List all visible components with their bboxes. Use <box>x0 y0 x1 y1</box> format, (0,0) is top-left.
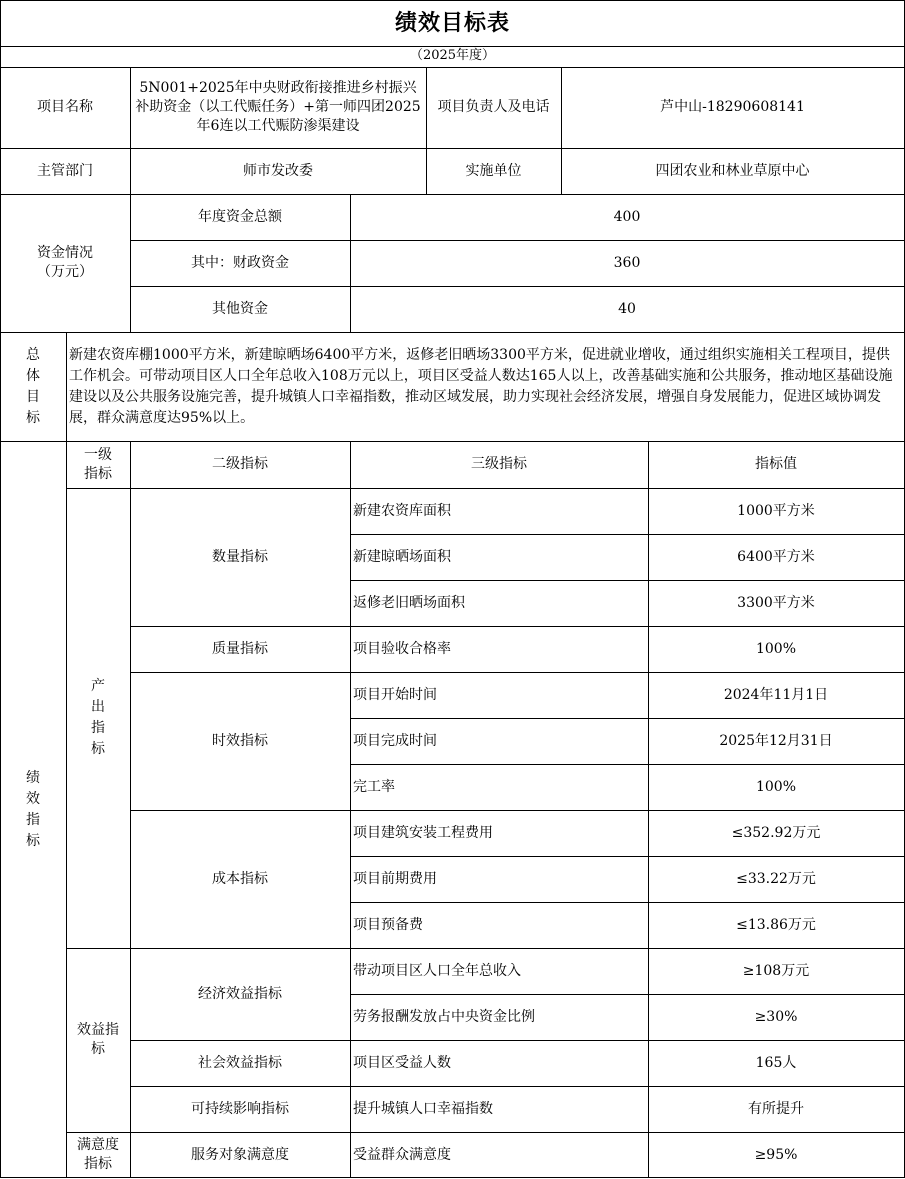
level2-economic: 经济效益指标 <box>198 985 282 1002</box>
table-title: 绩效目标表 <box>394 10 510 36</box>
indicator-name: 受益群众满意度 <box>353 1146 451 1163</box>
indicator-name: 项目预备费 <box>353 916 423 933</box>
indicator-name: 带动项目区人口全年总收入 <box>353 962 521 979</box>
col-level2-header: 二级指标 <box>212 456 268 472</box>
indicator-value: 3300平方米 <box>737 594 815 611</box>
col-level1-header: 一级 指标 <box>84 446 112 482</box>
dept-label: 主管部门 <box>37 162 93 179</box>
indicator-name: 项目完成时间 <box>353 732 437 749</box>
goal-text: 新建农资库棚1000平方米，新建晾晒场6400平方米，返修老旧晒场3300平方米，促进就业增收，通过组织实施相关工程项目，提供工作机会。可带动项目区人口全年总收入108万元以上，项目区受益人数达165人以上，改善基础实施和公共服务，推动地区基础设施建设以及公共服务设施完善，提升城镇人口幸福指数，推动区域发展，助力实现社会经济发展，增强自身发展能力，促进区域协调发展，群众满意度达95%以上。 <box>69 346 893 426</box>
indicator-value: 2025年12月31日 <box>719 732 833 749</box>
funds-total-value: 400 <box>613 208 641 225</box>
level2-sustainable: 可持续影响指标 <box>191 1100 289 1117</box>
indicator-value: ≤352.92万元 <box>731 824 821 841</box>
indicator-name: 完工率 <box>353 778 395 795</box>
indicator-name: 项目建筑安装工程费用 <box>353 824 493 841</box>
col-level3-header: 三级指标 <box>471 456 527 472</box>
indicator-value: 1000平方米 <box>737 502 815 519</box>
level2-cost: 成本指标 <box>212 870 268 887</box>
level2-social: 社会效益指标 <box>198 1054 282 1071</box>
indicator-name: 新建农资库面积 <box>353 502 451 519</box>
indicator-name: 项目区受益人数 <box>353 1054 451 1071</box>
funds-total-label: 年度资金总额 <box>198 208 282 225</box>
indicator-value: ≥95% <box>754 1146 798 1163</box>
indicator-value: ≥30% <box>754 1008 798 1025</box>
level2-quality: 质量指标 <box>212 640 268 657</box>
project-name-label: 项目名称 <box>37 99 93 115</box>
indicator-value: 165人 <box>755 1054 797 1071</box>
goal-label: 总 体 目 标 <box>26 346 40 426</box>
indicator-name: 项目验收合格率 <box>353 640 451 657</box>
group-output: 产 出 指 标 <box>91 678 105 757</box>
funds-fiscal-value: 360 <box>613 254 641 271</box>
indicator-value: ≤33.22万元 <box>736 870 816 887</box>
dept-value: 师市发改委 <box>243 162 313 179</box>
level2-timeliness: 时效指标 <box>212 732 268 749</box>
level2-quantity: 数量指标 <box>212 548 268 565</box>
indicator-value: 100% <box>755 640 797 657</box>
indicator-name: 返修老旧晒场面积 <box>353 594 465 611</box>
indicators-label: 绩 效 指 标 <box>26 769 40 849</box>
indicator-value: ≤13.86万元 <box>736 916 816 933</box>
funds-fiscal-label: 其中：财政资金 <box>191 254 289 271</box>
indicator-value: ≥108万元 <box>742 962 810 979</box>
project-name-value: 5N001+2025年中央财政衔接推进乡村振兴补助资金（以工代赈任务）+第一师四团2025年6连以工代赈防渗渠建设 <box>135 80 421 134</box>
table-year: （2025年度） <box>409 48 496 63</box>
indicator-value: 100% <box>755 778 797 795</box>
leader-label: 项目负责人及电话 <box>437 99 550 115</box>
indicator-value: 2024年11月1日 <box>723 686 829 703</box>
funds-other-label: 其他资金 <box>212 300 268 317</box>
col-value-header: 指标值 <box>755 456 797 472</box>
impl-value: 四团农业和林业草原中心 <box>655 162 810 179</box>
indicator-value: 6400平方米 <box>737 548 815 565</box>
impl-label: 实施单位 <box>465 162 522 179</box>
group-satisfaction: 满意度 指标 <box>77 1137 119 1172</box>
indicator-name: 提升城镇人口幸福指数 <box>353 1100 493 1117</box>
funds-other-value: 40 <box>618 300 636 317</box>
indicator-value: 有所提升 <box>748 1100 804 1117</box>
level2-service-satisfaction: 服务对象满意度 <box>191 1146 289 1163</box>
leader-value: 芦中山-18290608141 <box>660 99 805 115</box>
indicator-name: 新建晾晒场面积 <box>353 548 451 565</box>
indicator-name: 项目开始时间 <box>353 686 437 703</box>
funds-label: 资金情况 （万元） <box>37 245 93 280</box>
indicator-name: 项目前期费用 <box>353 870 437 887</box>
indicator-name: 劳务报酬发放占中央资金比例 <box>353 1008 535 1025</box>
group-benefit: 效益指 标 <box>77 1022 119 1057</box>
